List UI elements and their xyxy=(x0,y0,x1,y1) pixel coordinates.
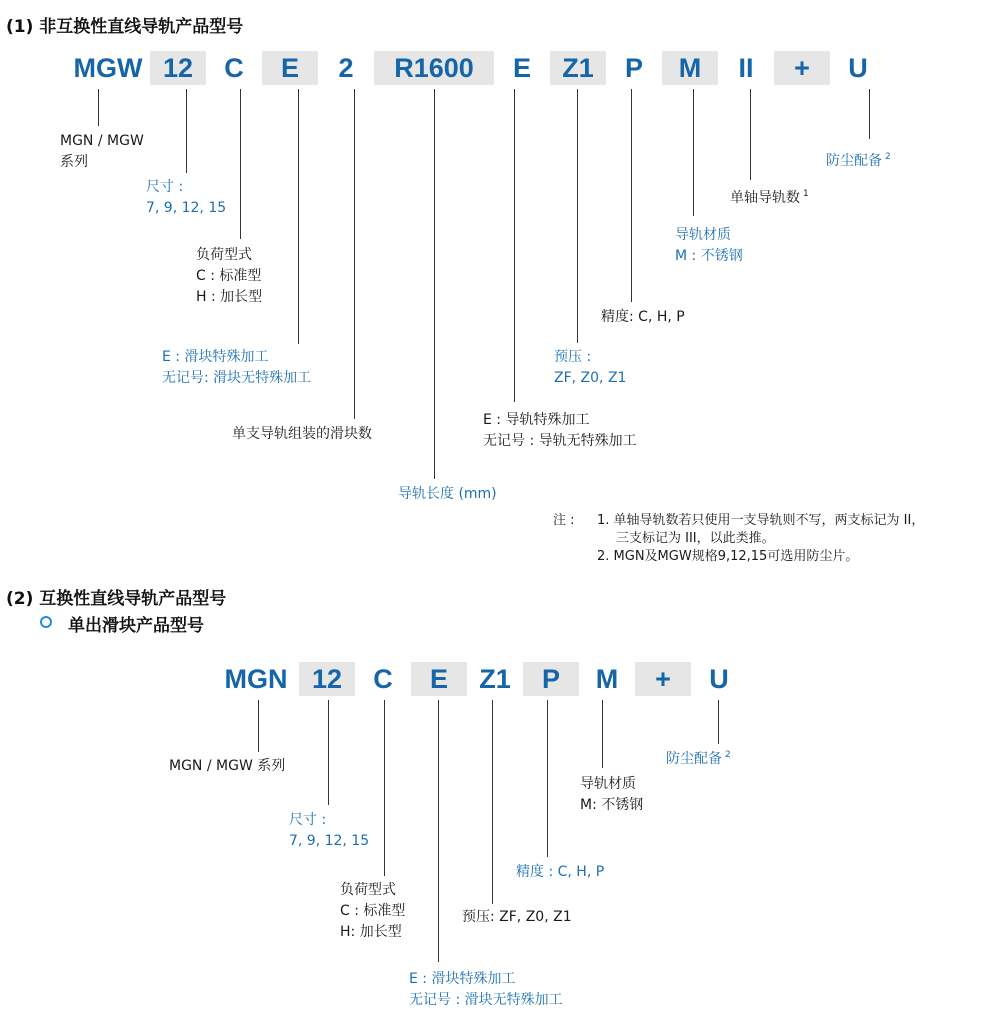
label-rail-material: 导轨材质 M : 不锈钢 xyxy=(675,227,743,264)
section1-code-bar xyxy=(66,51,886,85)
label2-accuracy: 精度 : C, H, P xyxy=(516,864,605,880)
code-series: MGW xyxy=(66,51,150,85)
leader-rail-special xyxy=(514,89,515,402)
label-rail-special: E : 导轨特殊加工 无记号 : 导轨无特殊加工 xyxy=(483,412,637,449)
label2-series: MGN / MGW 系列 xyxy=(169,758,286,774)
code-dust: U xyxy=(830,51,886,85)
leader2-accuracy xyxy=(547,700,548,857)
label-load: 负荷型式 C : 标准型 H : 加长型 xyxy=(196,247,263,305)
label-accuracy: 精度: C, H, P xyxy=(601,309,685,325)
code-rail-special: E xyxy=(494,51,550,85)
label-rail-length: 导轨长度 (mm) xyxy=(398,486,497,502)
code2-rail-material: M xyxy=(579,662,635,696)
code-plus: + xyxy=(774,51,830,85)
bullet-circle-icon xyxy=(40,616,52,628)
label-size: 尺寸 : 7, 9, 12, 15 xyxy=(146,179,227,216)
leader-size xyxy=(186,89,187,173)
leader-accuracy xyxy=(631,89,632,302)
code2-size: 12 xyxy=(299,662,355,696)
code2-dust: U xyxy=(691,662,747,696)
note-prefix: 注 : xyxy=(553,513,575,528)
code2-load: C xyxy=(355,662,411,696)
label2-size: 尺寸 : 7, 9, 12, 15 xyxy=(289,812,370,849)
section2-subtitle: 单出滑块产品型号 xyxy=(68,616,204,636)
code-accuracy: P xyxy=(606,51,662,85)
label-series: MGN / MGW 系列 xyxy=(60,133,144,170)
note-line3: 2. MGN及MGW规格9,12,15可选用防尘片。 xyxy=(597,549,859,564)
label-preload: 预压 : ZF, Z0, Z1 xyxy=(554,349,627,386)
leader2-size xyxy=(328,700,329,805)
label2-preload: 预压: ZF, Z0, Z1 xyxy=(462,909,572,925)
label-block-special: E : 滑块特殊加工 无记号: 滑块无特殊加工 xyxy=(162,349,312,386)
note-line1: 1. 单轴导轨数若只使用一支导轨则不写，两支标记为 II， xyxy=(597,513,925,528)
code2-block-special: E xyxy=(411,662,467,696)
leader-rails-per-axis xyxy=(750,89,751,180)
leader-load xyxy=(240,89,241,239)
code-block-special: E xyxy=(262,51,318,85)
leader-block-count xyxy=(354,89,355,419)
code-preload: Z1 xyxy=(550,51,606,85)
section1-title: (1) 非互换性直线导轨产品型号 xyxy=(6,17,244,37)
label-block-count: 单支导轨组装的滑块数 xyxy=(232,426,372,442)
note-line2: 三支标记为 III，以此类推。 xyxy=(616,531,775,546)
code2-plus: + xyxy=(635,662,691,696)
leader2-rail-material xyxy=(602,700,603,768)
label2-load: 负荷型式 C : 标准型 H: 加长型 xyxy=(340,882,406,940)
leader2-series xyxy=(258,700,259,752)
leader-series xyxy=(98,89,99,126)
code2-accuracy: P xyxy=(523,662,579,696)
code-block-count: 2 xyxy=(318,51,374,85)
label2-dust: 防尘配备 $^2$ xyxy=(666,750,731,767)
leader-block-special xyxy=(298,89,299,344)
section2-code-bar xyxy=(213,662,747,696)
code2-series: MGN xyxy=(213,662,299,696)
label-rails-per-axis: 单轴导轨数 $^1$ xyxy=(730,189,809,206)
leader-preload xyxy=(577,89,578,343)
leader-rail-material xyxy=(693,89,694,216)
leader2-load xyxy=(384,700,385,876)
leader-rail-length xyxy=(434,89,435,479)
code-rails-per-axis: II xyxy=(718,51,774,85)
leader2-block-special xyxy=(438,700,439,962)
section2-title: (2) 互换性直线导轨产品型号 xyxy=(6,589,227,609)
leader2-preload xyxy=(492,700,493,904)
code-load: C xyxy=(206,51,262,85)
label2-rail-material: 导轨材质 M: 不锈钢 xyxy=(580,776,644,813)
leader2-dust xyxy=(718,700,719,744)
code2-preload: Z1 xyxy=(467,662,523,696)
code-rail-material: M xyxy=(662,51,718,85)
leader-dust xyxy=(869,89,870,139)
code-size: 12 xyxy=(150,51,206,85)
label2-block-special: E : 滑块特殊加工 无记号 : 滑块无特殊加工 xyxy=(409,971,563,1008)
code-rail-length: R1600 xyxy=(374,51,494,85)
label-dust: 防尘配备 $^2$ xyxy=(826,152,891,169)
